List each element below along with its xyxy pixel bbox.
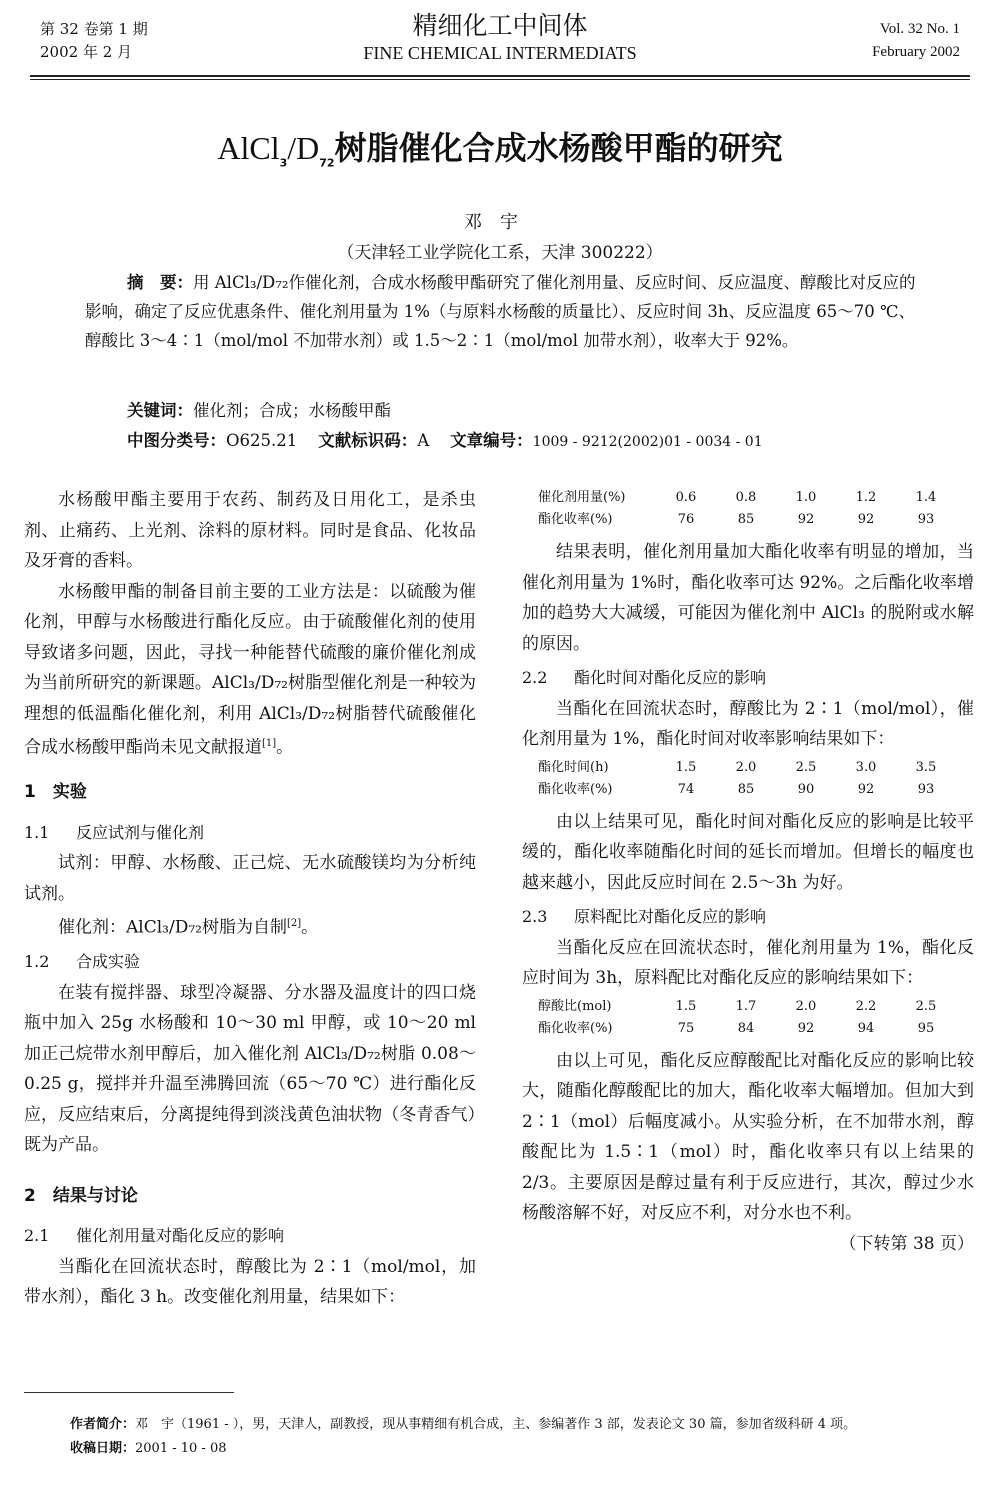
paragraph: [24, 577, 476, 764]
doc-value: A: [417, 431, 430, 450]
body-right-column: [522, 485, 974, 1259]
table-cell: 1.5: [675, 998, 697, 1014]
paragraph: 当酯化反应在回流状态时，催化剂用量为 1%，酯化反应时间为 3h，原料配比对酯化反应的影响结果如下：: [522, 937, 974, 988]
doc-label: 文献标识码：: [318, 431, 418, 450]
subsection-heading: [24, 818, 476, 849]
data-table-time: [538, 757, 956, 801]
title-rest: 树脂催化合成水杨酸甲酯的研究: [334, 129, 783, 167]
paragraph-text: 催化剂：AlCl₃/D₇₂树脂为自制: [58, 917, 287, 938]
header-volume-en: [872, 18, 960, 64]
title-chem-b: /D: [287, 130, 320, 166]
table-cell: 3.5: [915, 759, 937, 775]
data-table-catalyst: [538, 487, 956, 531]
table-cell: 92: [797, 1020, 815, 1036]
table-cell: 2.5: [795, 759, 817, 775]
subsection-title: 合成实验: [76, 952, 141, 972]
classification: [127, 426, 962, 457]
footnote-rule: [24, 1392, 234, 1393]
table-cell: 0.6: [675, 490, 697, 505]
table-cell: 2.0: [735, 759, 757, 775]
table-cell: 75: [677, 1020, 695, 1036]
table-row-label: 催化剂用量(%): [538, 490, 626, 505]
table-cell: 1.4: [915, 490, 937, 505]
table-cell: 74: [677, 781, 695, 797]
header-date: 2002 年 2 月: [40, 43, 133, 61]
table-cell: 3.0: [855, 759, 877, 775]
subsection-heading: [522, 902, 974, 933]
table-row: [538, 509, 956, 531]
keywords: [127, 396, 962, 425]
title-chem-a: AlCl: [217, 130, 280, 166]
section-heading: 1 实验: [24, 782, 87, 803]
header-rule: [30, 75, 970, 77]
table-row-label: 醇酸比(mol): [538, 998, 612, 1014]
table-row-label: 酯化收率(%): [538, 781, 613, 797]
table-row-label: 酯化时间(h): [538, 759, 609, 775]
article-title: [0, 128, 1000, 183]
table-cell: 95: [917, 1020, 935, 1036]
received-label: 收稿日期：: [70, 1441, 136, 1456]
bio-text: 邓 宇（1961 - ），男，天津人，副教授，现从事精细有机合成，主、参编著作 3 部，发表论文 30 篇，参加省级科研 4 项。: [135, 1417, 857, 1432]
artno-value: 1009 - 9212(2002)01 - 0034 - 01: [532, 434, 763, 450]
cls-label: 中图分类号：: [127, 431, 226, 450]
table-cell: 2.2: [855, 998, 877, 1014]
continued-note: （下转第 38 页）: [839, 1233, 974, 1254]
subsection-title: 催化剂用量对酯化反应的影响: [76, 1226, 285, 1246]
body-left-column: [24, 485, 476, 1313]
author: 邓宇: [464, 212, 536, 233]
table-cell: 1.2: [855, 490, 877, 505]
paragraph: 在装有搅拌器、球型冷凝器、分水器及温度计的四口烧瓶中加入 25g 水杨酸和 10～30 ml 甲醇，或 10～20 ml 加正己烷带水剂甲醇后，加入催化剂 AlCl₃/D₇₂树脂 0.08～0.25 g，搅拌并升温至沸腾回流（65～70 ℃）进行酯化反应，反应结束后，分离提纯得到淡浅黄色油状物（冬青香气）既为产品。: [24, 982, 476, 1156]
subsection-number: 2.3: [522, 907, 548, 926]
subsection-title: 原料配比对酯化反应的影响: [574, 907, 767, 926]
abstract-label: 摘 要：: [127, 273, 193, 292]
data-table-ratio: [538, 996, 956, 1040]
title-sub-a: 3: [279, 156, 288, 170]
table-cell: 93: [917, 781, 935, 797]
table-cell: 92: [857, 512, 875, 527]
paragraph: 由以上结果可见，酯化时间对酯化反应的影响是比较平缓的，酯化收率随酯化时间的延长而增加。但增长的幅度也越来越小，因此反应时间在 2.5～3h 为好。: [522, 811, 974, 893]
paragraph: 当酯化在回流状态时，醇酸比为 2∶1（mol/mol），催化剂用量为 1%，酯化时间对收率影响结果如下：: [522, 698, 974, 749]
journal-masthead: [0, 10, 1000, 64]
table-cell: 2.5: [915, 998, 937, 1014]
table-cell: 85: [737, 781, 755, 797]
table-cell: 92: [857, 781, 875, 797]
received-value: 2001 - 10 - 08: [135, 1441, 227, 1456]
keywords-label: 关键词：: [127, 401, 193, 420]
journal-name-en: FINE CHEMICAL INTERMEDIATS: [363, 43, 637, 63]
subsection-number: 2.1: [24, 1226, 50, 1246]
table-cell: 84: [737, 1020, 755, 1036]
table-cell: 94: [857, 1020, 875, 1036]
table-row-label: 酯化收率(%): [538, 512, 613, 527]
header-volume-issue: 第 32 卷第 1 期: [40, 20, 148, 38]
table-row: [538, 779, 956, 801]
subsection-heading: [24, 947, 476, 978]
title-sub-b: 72: [319, 156, 335, 170]
table-cell: 92: [797, 512, 815, 527]
table-cell: 76: [677, 512, 695, 527]
table-cell: 85: [737, 512, 755, 527]
table-cell: 2.0: [795, 998, 817, 1014]
table-row-label: 酯化收率(%): [538, 1020, 613, 1036]
table-cell: 90: [797, 781, 815, 797]
bio-label: 作者简介：: [70, 1417, 136, 1432]
paragraph: [24, 909, 476, 943]
header-date-en: February 2002: [872, 44, 960, 60]
subsection-title: 酯化时间对酯化反应的影响: [574, 668, 767, 687]
cls-value: O625.21: [226, 431, 298, 450]
header-volume-issue-en: Vol. 32 No. 1: [879, 21, 960, 37]
table-row: [538, 1018, 956, 1040]
table-cell: 93: [917, 512, 935, 527]
artno-label: 文章编号：: [450, 431, 533, 450]
paragraph-text: 由以上可见，酯化反应醇酸配比对酯化反应的影响比较大，随酯化醇酸配比的加大，酯化收率大幅增加。但加大到 2∶1（mol）后幅度减小。从实验分析，在不加带水剂，醇酸配比为 1.5∶1（mol）时，酯化收率只有以上结果的 2/3。主要原因是醇过量有利于反应进行，其次，醇过少水杨酸溶解不好，对反应不利，对分水也不利。: [522, 1050, 974, 1223]
author-bio: [70, 1414, 856, 1436]
abstract: [85, 268, 920, 355]
table-row: [538, 996, 956, 1018]
keywords-text: 催化剂；合成；水杨酸甲酯: [193, 401, 391, 420]
received-date: [70, 1438, 227, 1460]
paragraph: 水杨酸甲酯主要用于农药、制药及日用化工，是杀虫剂、止痛药、上光剂、涂料的原材料。同时是食品、化妆品及牙膏的香料。: [24, 490, 476, 571]
paragraph: 当酯化在回流状态时，醇酸比为 2∶1（mol/mol，加带水剂），酯化 3 h。改变催化剂用量，结果如下：: [24, 1256, 476, 1308]
journal-name-cn: 精细化工中间体: [412, 11, 588, 40]
affiliation: （天津轻工业学院化工系，天津 300222）: [337, 243, 663, 263]
table-cell: 0.8: [735, 490, 757, 505]
paragraph: 试剂：甲醇、水杨酸、正己烷、无水硫酸镁均为分析纯试剂。: [24, 853, 476, 904]
subsection-heading: [522, 663, 974, 694]
table-cell: 1.5: [675, 759, 697, 775]
paragraph-end: 。: [301, 917, 319, 938]
paragraph-text: 水杨酸甲酯的制备目前主要的工业方法是：以硫酸为催化剂，甲醇与水杨酸进行酯化反应。由于硫酸催化剂的使用导致诸多问题，因此，寻找一种能替代硫酸的廉价催化剂成为当前所研究的新课题。AlCl₃/D₇₂树脂型催化剂是一种较为理想的低温酯化催化剂，利用 AlCl₃/D₇₂树脂替代硫酸催化合成水杨酸甲酯尚未见文献报道: [24, 581, 476, 758]
paragraph-end: 。: [276, 737, 294, 758]
table-cell: 1.0: [795, 490, 817, 505]
subsection-title: 反应试剂与催化剂: [76, 822, 205, 842]
citation: [2]: [286, 918, 302, 930]
table-row: [538, 487, 956, 509]
paragraph: [522, 1046, 974, 1254]
citation: [1]: [262, 738, 277, 749]
table-row: [538, 757, 956, 779]
subsection-number: 1.2: [24, 952, 50, 972]
table-cell: 1.7: [735, 998, 757, 1014]
header-rule-thin: [30, 79, 970, 80]
subsection-number: 2.2: [522, 668, 548, 687]
paragraph: 结果表明，催化剂用量加大酯化收率有明显的增加，当催化剂用量为 1%时，酯化收率可达 92%。之后酯化收率增加的趋势大大减缓，可能因为催化剂中 AlCl₃ 的脱附或水解的原因。: [522, 542, 974, 654]
subsection-heading: [24, 1221, 476, 1252]
subsection-number: 1.1: [24, 822, 50, 842]
section-heading: 2 结果与讨论: [24, 1185, 138, 1206]
abstract-text: 用 AlCl₃/D₇₂作催化剂，合成水杨酸甲酯研究了催化剂用量、反应时间、反应温度、醇酸比对反应的影响，确定了反应优惠条件、催化剂用量为 1%（与原料水杨酸的质量比）、反应时间 3h、反应温度 65～70 ℃、醇酸比 3～4∶1（mol/mol 不加带水剂）或 1.5～2∶1（mol/mol 加带水剂），收率大于 92%。: [85, 273, 916, 350]
